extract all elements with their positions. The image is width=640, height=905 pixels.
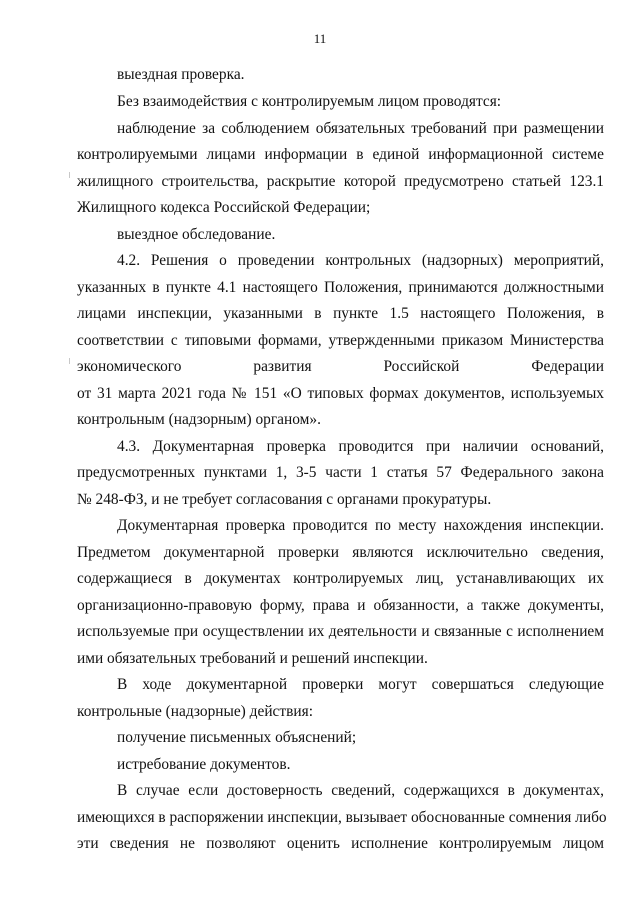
text-line: соответствии с типовыми формами, утвержденными приказом Министерства — [77, 332, 604, 349]
text-line: Предметом документарной проверки являются исключительно сведения, — [77, 544, 604, 561]
text-line: лицами инспекции, указанными в пункте 1.5 настоящего Положения, в — [77, 305, 604, 322]
text-line: содержащиеся в документах контролируемых лиц, устанавливающих их — [77, 570, 604, 587]
text-line: наблюдение за соблюдением обязательных требований при размещении — [117, 120, 604, 137]
text-line: получение письменных объяснений; — [117, 729, 357, 746]
text-line: контрольные (надзорные) действия: — [77, 703, 313, 720]
text-line: В случае если достоверность сведений, содержащихся в документах, — [117, 782, 604, 799]
scan-mark — [69, 172, 70, 178]
text-line: предусмотренных пунктами 1, 3-5 части 1 статья 57 Федерального закона — [77, 464, 604, 481]
text-line: экономического развития Российской Федерации — [77, 358, 604, 375]
text-line: Документарная проверка проводится по месту нахождения инспекции. — [117, 517, 604, 534]
text-line: эти сведения не позволяют оценить исполнение контролируемым лицом — [77, 835, 604, 852]
text-line: В ходе документарной проверки могут совершаться следующие — [117, 676, 604, 693]
text-line: Без взаимодействия с контролируемым лицом проводятся: — [117, 93, 502, 110]
text-line: контролируемыми лицами информации в единой информационной системе — [77, 146, 604, 163]
text-line: имеющихся в распоряжении инспекции, вызывает обоснованные сомнения либо — [77, 809, 607, 826]
text-line: жилищного строительства, раскрытие которой предусмотрено статьей 123.1 — [77, 173, 604, 190]
text-line: № 248-ФЗ, и не требует согласования с органами прокуратуры. — [77, 491, 492, 508]
text-line: от 31 марта 2021 года № 151 «О типовых формах документов, используемых — [77, 385, 604, 402]
scan-mark — [69, 358, 70, 364]
text-line: указанных в пункте 4.1 настоящего Положения, принимаются должностными — [77, 279, 604, 296]
text-line: контрольным (надзорным) органом». — [77, 411, 321, 428]
text-line: истребование документов. — [117, 756, 291, 773]
text-line: выездное обследование. — [117, 226, 276, 243]
text-line: ими обязательных требований и решений инспекции. — [77, 650, 428, 667]
text-line: 4.2. Решения о проведении контрольных (надзорных) мероприятий, — [117, 252, 604, 269]
text-line: 4.3. Документарная проверка проводится при наличии оснований, — [117, 438, 604, 455]
page-number: 11 — [313, 31, 327, 46]
text-line: Жилищного кодекса Российской Федерации; — [77, 199, 371, 216]
text-line: выездная проверка. — [117, 66, 245, 83]
text-line: используемые при осуществлении их деятельности и связанные с исполнением — [77, 623, 604, 640]
text-line: организационно-правовую форму, права и обязанности, а также документы, — [77, 597, 604, 614]
